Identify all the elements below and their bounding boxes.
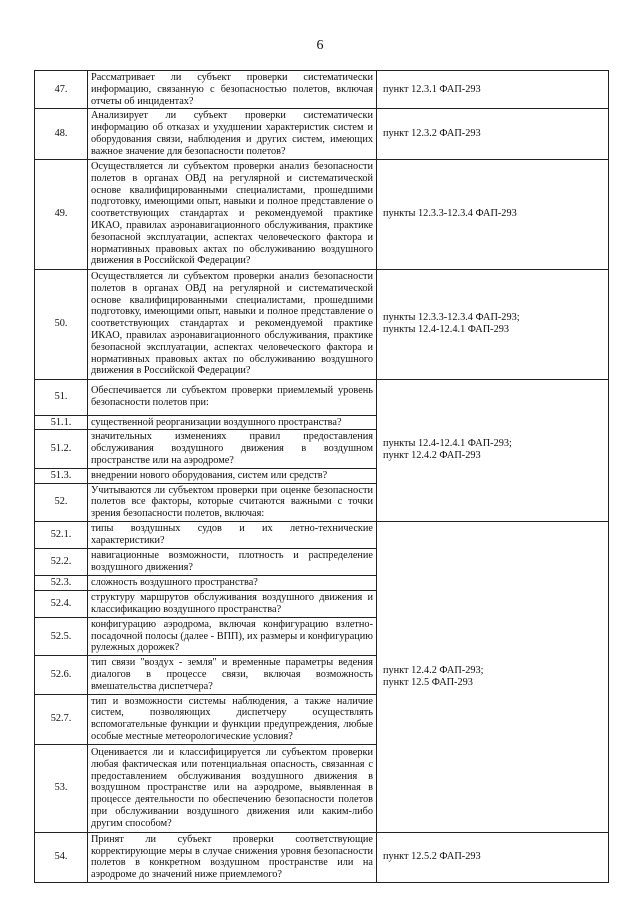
row-number: 51.3.	[35, 468, 88, 483]
row-question: Анализирует ли субъект проверки систематически информацию об отказах и ухудшении характеристик систем и оборудования связи, наблюдения и других систем, имеющих важное значение для безопасности полетов?	[88, 109, 377, 159]
row-question: значительных изменениях правил предоставления обслуживания воздушного движения в воздушном пространстве или на аэродроме?	[88, 430, 377, 468]
row-number: 52.1.	[35, 521, 88, 548]
row-number: 51.	[35, 379, 88, 415]
reference-line: пункты 12.3.3-12.3.4 ФАП-293;	[383, 312, 520, 324]
row-question: навигационные возможности, плотность и распределение воздушного движения?	[88, 548, 377, 575]
row-number: 54.	[35, 832, 88, 882]
row-reference: пункт 12.5.2 ФАП-293	[377, 832, 609, 882]
table-row	[35, 269, 609, 379]
row-question: Осуществляется ли субъектом проверки анализ безопасности полетов в органах ОВД на регулярной и систематической основе квалифицированными специалистами, прошедшими подготовку, имеющими опыт, навыки и полное представление о соответствующих стандартах и рекомендуемой практике ИКАО, правилах аэронавигационного обслуживания, практике безопасной эксплуатации, аспектах человеческого фактора и нормативных правовых актах по обслуживанию воздушного движения в Российской Федерации?	[88, 269, 377, 379]
table-row	[35, 521, 609, 548]
reference-line: пункты 12.4-12.4.1 ФАП-293	[383, 324, 510, 336]
row-question: Обеспечивается ли субъектом проверки приемлемый уровень безопасности полетов при:	[88, 379, 377, 415]
row-number: 52.7.	[35, 694, 88, 744]
row-question: тип и возможности системы наблюдения, а также наличие систем, позволяющих диспетчеру осуществлять вспомогательные функции и функции предупреждения, любые особые местные метеорологические условия?	[88, 694, 377, 744]
row-number: 52.5.	[35, 617, 88, 655]
row-reference	[377, 269, 609, 379]
table-row	[35, 109, 609, 159]
row-question: Оценивается ли и классифицируется ли субъектом проверки любая фактическая или потенциальная опасность, связанная с предоставлением обслуживания воздушного движения в воздушном пространстве или на аэродроме, выявленная в процессе деятельности по обеспечению безопасности полетов при обслуживании воздушного движения или каким-либо другим способом?	[88, 744, 377, 832]
row-reference: пункт 12.3.2 ФАП-293	[377, 109, 609, 159]
row-number: 51.2.	[35, 430, 88, 468]
table-row	[35, 159, 609, 269]
row-number: 52.4.	[35, 590, 88, 617]
table-row	[35, 832, 609, 882]
row-number: 52.3.	[35, 575, 88, 590]
checklist-table	[34, 70, 609, 883]
row-question: конфигурацию аэродрома, включая конфигурацию взлетно-посадочной полосы (далее - ВПП), их размеры и конфигурацию рулежных дорожек?	[88, 617, 377, 655]
row-number: 53.	[35, 744, 88, 832]
row-number: 48.	[35, 109, 88, 159]
row-reference-merged	[377, 379, 609, 521]
row-reference: пункт 12.3.1 ФАП-293	[377, 71, 609, 109]
reference-line: пункт 12.4.2 ФАП-293;	[383, 665, 484, 677]
reference-line: пункт 12.5 ФАП-293	[383, 676, 473, 688]
row-number: 52.2.	[35, 548, 88, 575]
row-question: Учитываются ли субъектом проверки при оценке безопасности полетов все факторы, которые считаются важными с точки зрения безопасности полетов, включая:	[88, 483, 377, 521]
row-number: 49.	[35, 159, 88, 269]
row-reference-merged	[377, 521, 609, 832]
row-question: Рассматривает ли субъект проверки систематически информацию, связанную с безопасностью полетов, включая отчеты об инцидентах?	[88, 71, 377, 109]
row-number: 52.	[35, 483, 88, 521]
row-question: тип связи "воздух - земля" и временные параметры ведения диалогов в процессе связи, включая возможность вмешательства диспетчера?	[88, 656, 377, 694]
row-number: 47.	[35, 71, 88, 109]
row-question: Осуществляется ли субъектом проверки анализ безопасности полетов в органах ОВД на регулярной и систематической основе квалифицированными специалистами, прошедшими подготовку, имеющими опыт, навыки и полное представление о соответствующих стандартах и рекомендуемой практике ИКАО, правилах аэронавигационного обслуживания, практике безопасной эксплуатации, аспектах человеческого фактора и нормативных правовых актах по обслуживанию воздушного движения в Российской Федерации?	[88, 159, 377, 269]
row-question: существенной реорганизации воздушного пространства?	[88, 415, 377, 430]
row-question: структуру маршрутов обслуживания воздушного движения и классификацию воздушного пространства?	[88, 590, 377, 617]
row-question: типы воздушных судов и их летно-технические характеристики?	[88, 521, 377, 548]
row-question: сложность воздушного пространства?	[88, 575, 377, 590]
row-question: Принят ли субъект проверки соответствующие корректирующие меры в случае снижения уровня безопасности полетов в конкретном воздушном пространстве или на аэродроме до значений ниже приемлемого?	[88, 832, 377, 882]
reference-line: пункт 12.4.2 ФАП-293	[383, 450, 481, 462]
row-question: внедрении нового оборудования, систем или средств?	[88, 468, 377, 483]
row-reference: пункты 12.3.3-12.3.4 ФАП-293	[377, 159, 609, 269]
reference-line: пункты 12.4-12.4.1 ФАП-293;	[383, 438, 512, 450]
row-number: 50.	[35, 269, 88, 379]
row-number: 51.1.	[35, 415, 88, 430]
table-row	[35, 71, 609, 109]
table-row	[35, 379, 609, 415]
page-number: 6	[316, 38, 324, 53]
row-number: 52.6.	[35, 656, 88, 694]
